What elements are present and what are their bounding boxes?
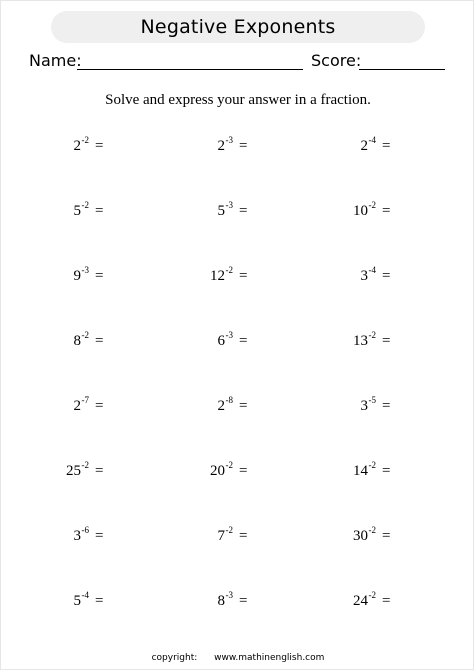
footer (1, 653, 474, 663)
problem-8-1 (73, 590, 104, 617)
problem-3-2 (210, 265, 248, 292)
base: 14 (353, 463, 368, 479)
base: 2 (73, 398, 81, 414)
equals-sign: = (95, 333, 104, 349)
exponent: -2 (368, 590, 376, 600)
problem-5-2 (217, 395, 248, 422)
exponent: -2 (368, 330, 376, 340)
power-term (360, 265, 377, 284)
base: 30 (353, 528, 368, 544)
equals-sign: = (239, 138, 248, 154)
base: 9 (73, 268, 81, 284)
exponent: -2 (225, 525, 233, 535)
equals-sign: = (239, 398, 248, 414)
exponent: -3 (225, 200, 233, 210)
problem-2-3 (353, 200, 391, 227)
power-term (66, 460, 89, 479)
power-term (353, 200, 376, 219)
problem-5-1 (73, 395, 104, 422)
problem-7-1 (73, 525, 104, 552)
score-blank-line (359, 69, 445, 70)
exponent: -2 (81, 135, 89, 145)
equals-sign: = (95, 268, 104, 284)
score-label: Score: (311, 51, 362, 70)
base: 2 (217, 398, 225, 414)
equals-sign: = (95, 463, 104, 479)
exponent: -3 (225, 135, 233, 145)
base: 3 (360, 398, 368, 414)
exponent: -2 (81, 200, 89, 210)
problem-1-2 (217, 135, 248, 162)
equals-sign: = (382, 398, 391, 414)
page-title: Negative Exponents (140, 16, 336, 38)
power-term (217, 590, 234, 609)
equals-sign: = (95, 138, 104, 154)
exponent: -2 (368, 460, 376, 470)
exponent: -8 (225, 395, 233, 405)
name-label: Name: (29, 51, 82, 70)
base: 20 (210, 463, 225, 479)
power-term (210, 460, 233, 479)
problem-6-3 (353, 460, 391, 487)
problem-3-1 (73, 265, 104, 292)
base: 5 (73, 203, 81, 219)
power-term (217, 135, 234, 154)
power-term (353, 525, 376, 544)
exponent: -2 (368, 200, 376, 210)
exponent: -2 (81, 460, 89, 470)
exponent: -3 (225, 330, 233, 340)
equals-sign: = (382, 203, 391, 219)
problem-8-3 (353, 590, 391, 617)
power-term (73, 525, 90, 544)
base: 25 (66, 463, 81, 479)
footer-website: www.mathinenglish.com (214, 653, 325, 663)
problem-8-2 (217, 590, 248, 617)
equals-sign: = (382, 463, 391, 479)
problem-2-2 (217, 200, 248, 227)
problem-7-2 (217, 525, 248, 552)
problem-6-2 (210, 460, 248, 487)
problem-5-3 (360, 395, 391, 422)
title-banner (51, 11, 425, 43)
base: 8 (73, 333, 81, 349)
equals-sign: = (95, 203, 104, 219)
exponent: -7 (81, 395, 89, 405)
exponent: -2 (225, 460, 233, 470)
equals-sign: = (239, 268, 248, 284)
base: 5 (217, 203, 225, 219)
equals-sign: = (382, 528, 391, 544)
base: 6 (217, 333, 225, 349)
exponent: -5 (368, 395, 376, 405)
power-term (217, 525, 234, 544)
problem-2-1 (73, 200, 104, 227)
problem-1-1 (73, 135, 104, 162)
equals-sign: = (382, 333, 391, 349)
problem-7-3 (353, 525, 391, 552)
power-term (360, 135, 377, 154)
base: 5 (73, 593, 81, 609)
base: 2 (217, 138, 225, 154)
power-term (73, 330, 90, 349)
problem-3-3 (360, 265, 391, 292)
problem-6-1 (66, 460, 104, 487)
equals-sign: = (382, 138, 391, 154)
power-term (353, 590, 376, 609)
base: 8 (217, 593, 225, 609)
exponent: -2 (225, 265, 233, 275)
problem-4-1 (73, 330, 104, 357)
power-term (217, 395, 234, 414)
base: 2 (360, 138, 368, 154)
equals-sign: = (239, 203, 248, 219)
base: 10 (353, 203, 368, 219)
power-term (217, 200, 234, 219)
exponent: -2 (81, 330, 89, 340)
equals-sign: = (239, 463, 248, 479)
name-blank-line (77, 69, 303, 70)
power-term (73, 265, 90, 284)
power-term (73, 590, 90, 609)
base: 7 (217, 528, 225, 544)
exponent: -3 (225, 590, 233, 600)
equals-sign: = (95, 398, 104, 414)
base: 13 (353, 333, 368, 349)
power-term (73, 200, 90, 219)
exponent: -4 (368, 135, 376, 145)
exponent: -4 (81, 590, 89, 600)
power-term (217, 330, 234, 349)
equals-sign: = (239, 593, 248, 609)
exponent: -3 (81, 265, 89, 275)
exponent: -4 (368, 265, 376, 275)
base: 12 (210, 268, 225, 284)
problem-4-3 (353, 330, 391, 357)
equals-sign: = (95, 593, 104, 609)
equals-sign: = (239, 528, 248, 544)
power-term (360, 395, 377, 414)
name-score-row (29, 49, 447, 75)
equals-sign: = (95, 528, 104, 544)
equals-sign: = (382, 268, 391, 284)
exponent: -2 (368, 525, 376, 535)
copyright-label: copyright: (151, 653, 198, 663)
power-term (73, 135, 90, 154)
base: 2 (73, 138, 81, 154)
equals-sign: = (382, 593, 391, 609)
instruction-text: Solve and express your answer in a fraction. (105, 92, 371, 108)
base: 3 (73, 528, 81, 544)
equals-sign: = (239, 333, 248, 349)
problem-4-2 (217, 330, 248, 357)
power-term (353, 330, 376, 349)
problem-1-3 (360, 135, 391, 162)
power-term (353, 460, 376, 479)
power-term (73, 395, 90, 414)
base: 3 (360, 268, 368, 284)
power-term (210, 265, 233, 284)
base: 24 (353, 593, 368, 609)
exponent: -6 (81, 525, 89, 535)
